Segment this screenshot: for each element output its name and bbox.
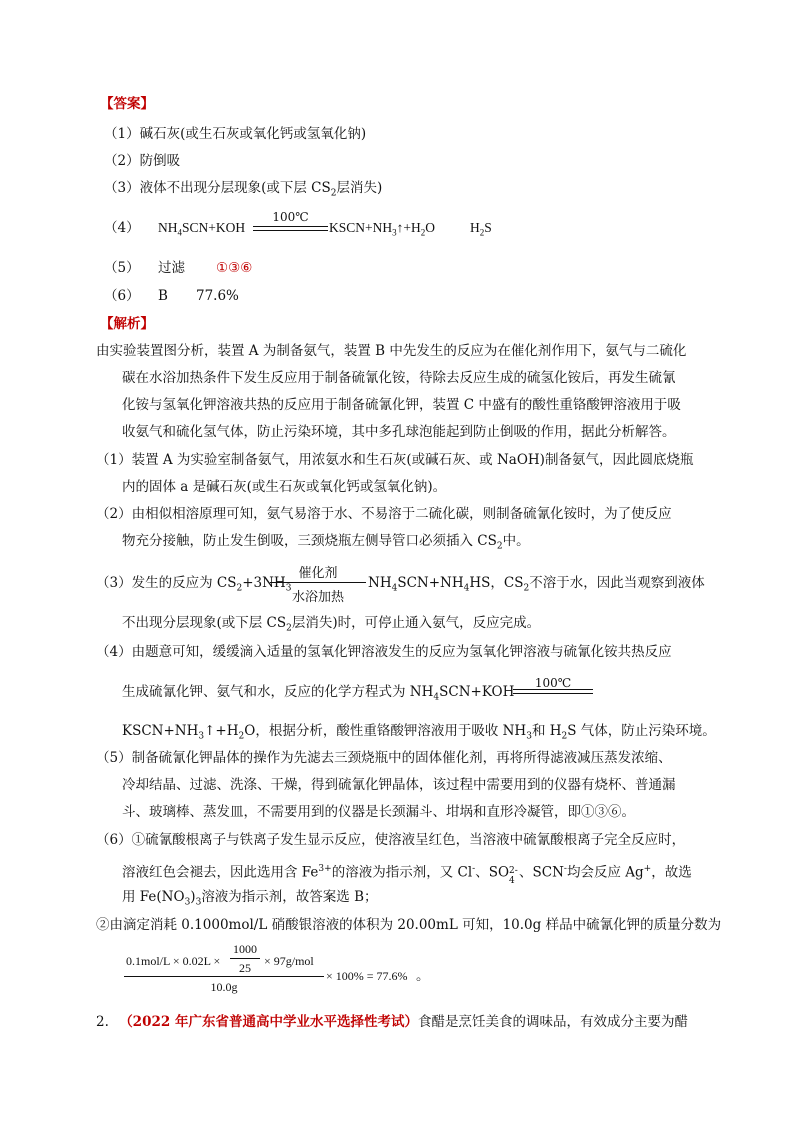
analysis-part-3-rest: $NH_4SCN+NH_4HS$，$CS_2$不溶于水，因此当观察到液体 (368, 575, 705, 594)
formula-fraction-bar (124, 976, 324, 977)
answer-4-reactants: $NH_4SCN+KOH$ (158, 220, 246, 238)
question-number: 2. (96, 1014, 109, 1030)
analysis-part-6: 用 $Fe(NO_3)_3$溶液为指示剂，故答案选 B； (122, 889, 378, 908)
answer-4-gas: $H_2S$ (470, 220, 492, 238)
answer-4-equals-sign (253, 226, 328, 231)
answer-4-number: （4） (104, 220, 140, 236)
answer-6-number: （6） (104, 288, 140, 304)
answer-4-condition: 100℃ (272, 210, 309, 224)
formula-inner-denominator: 25 (239, 961, 251, 975)
analysis-part-6: （6）①硫氰酸根离子与铁离子发生显示反应，使溶液呈红色，当溶液中硫氰酸根离子完全反应时， (96, 832, 686, 848)
formula-end: 。 (416, 968, 430, 984)
part-4-equals-sign (513, 689, 593, 694)
analysis-part-3-lead: （3）发生的反应为 $CS_2+3NH_3$ (96, 575, 292, 594)
answer-6-choice: B (158, 288, 168, 304)
part-4-condition: 100℃ (534, 676, 572, 690)
part-3-catalyst-condition: 催化剂 (298, 566, 338, 581)
answer-5-text: 过滤 (158, 260, 185, 276)
part-3-heating-condition: 水浴加热 (291, 590, 344, 605)
analysis-part-5: 冷却结晶、过滤、洗涤、干燥，得到硫氰化钾晶体，该过程中需要用到的仪器有烧杯、普通漏 (122, 777, 676, 793)
question-source: （2022 年广东省普通高中学业水平选择性考试） (119, 1014, 418, 1030)
answer-4-products: $KSCN+NH_3↑+H_2O$ (329, 220, 435, 238)
analysis-part-2: 物充分接触，防止发生倒吸，三颈烧瓶左侧导管口必须插入 $CS_2$中。 (122, 533, 530, 552)
analysis-intro-line: 由实验装置图分析，装置 A 为制备氨气，装置 B 中先发生的反应为在催化剂作用下，氨气与二硫化 (96, 343, 687, 359)
analysis-intro-line: 化铵与氢氧化钾溶液共热的反应用于制备硫氰化钾，装置 C 中盛有的酸性重铬酸钾溶液用于吸 (122, 397, 681, 413)
part-3-reaction-arrow (270, 582, 366, 583)
answer-5-number: （5） (104, 260, 140, 276)
analysis-part-4: 生成硫氰化钾、氨气和水，反应的化学方程式为 $NH_4SCN+KOH$ (122, 684, 515, 703)
answer-2: （2）防倒吸 (104, 153, 181, 169)
analysis-part-4: $KSCN+NH_3↑+H_2O$，根据分析，酸性重铬酸钾溶液用于吸收 $NH_3$和 $H_2S$ 气体，防止污染环境。 (122, 723, 716, 742)
formula-numerator-a: 0.1mol/L × 0.02L × (126, 954, 221, 968)
answer-5-codes: ①③⑥ (216, 260, 253, 276)
analysis-part-2: （2）由相似相溶原理可知，氨气易溶于水、不易溶于二硫化碳，则制备硫氰化铵时，为了使反应 (96, 506, 672, 522)
analysis-header: 【解析】 (100, 316, 154, 332)
analysis-part-5: （5）制备硫氰化钾晶体的操作为先滤去三颈烧瓶中的固体催化剂，再将所得滤液减压蒸发浓缩、 (96, 750, 672, 766)
formula-result: × 100% = 77.6% (326, 969, 408, 983)
next-question (96, 1013, 688, 1031)
analysis-part-1: （1）装置 A 为实验室制备氨气，用浓氨水和生石灰(或碱石灰、或 NaOH)制备氨气，因此圆底烧瓶 (96, 452, 694, 468)
analysis-part-6: 溶液红色会褪去，因此选用含 $Fe^{3+}$的溶液为指示剂，又 Cl-、SO 2- 4 、SCN-均会反应 Ag+，故选 (122, 864, 692, 886)
formula-inner-fraction-bar (230, 958, 260, 959)
formula-denominator: 10.0g (210, 980, 238, 994)
analysis-part-4: （4）由题意可知，缓缓滴入适量的氢氧化钾溶液发生的反应为氢氧化钾溶液与硫氰化铵共热反应 (96, 644, 672, 660)
analysis-part-1: 内的固体 a 是碱石灰(或生石灰或氧化钙或氢氧化钠)。 (122, 479, 447, 495)
analysis-intro-line: 碳在水浴加热条件下发生反应用于制备硫氰化铵，待除去反应生成的硫氢化铵后，再发生硫氰 (122, 370, 676, 386)
answer-6-value: 77.6% (196, 288, 239, 304)
answer-3: （3）液体不出现分层现象(或下层 $CS_2$层消失) (104, 180, 383, 199)
analysis-part-5: 斗、玻璃棒、蒸发皿，不需要用到的仪器是长颈漏斗、坩埚和直形冷凝管，即①③⑥。 (122, 804, 635, 820)
formula-numerator-b: × 97g/mol (264, 954, 314, 968)
answer-1: （1）碱石灰(或生石灰或氧化钙或氢氧化钠) (104, 126, 367, 142)
analysis-part-6-calc: ②由滴定消耗 0.1000mol/L 硝酸银溶液的体积为 20.00mL 可知，10.0g 样品中硫氰化钾的质量分数为 (96, 917, 722, 933)
question-text: 食醋是烹饪美食的调味品，有效成分主要为醋 (417, 1014, 688, 1030)
formula-inner-numerator: 1000 (233, 942, 257, 956)
analysis-intro-line: 收氨气和硫化氢气体，防止污染环境，其中多孔球泡能起到防止倒吸的作用，据此分析解答。 (122, 424, 676, 440)
answer-header: 【答案】 (100, 96, 154, 112)
analysis-part-3: 不出现分层现象(或下层 $CS_2$层消失)时，可停止通入氨气，反应完成。 (122, 615, 541, 634)
